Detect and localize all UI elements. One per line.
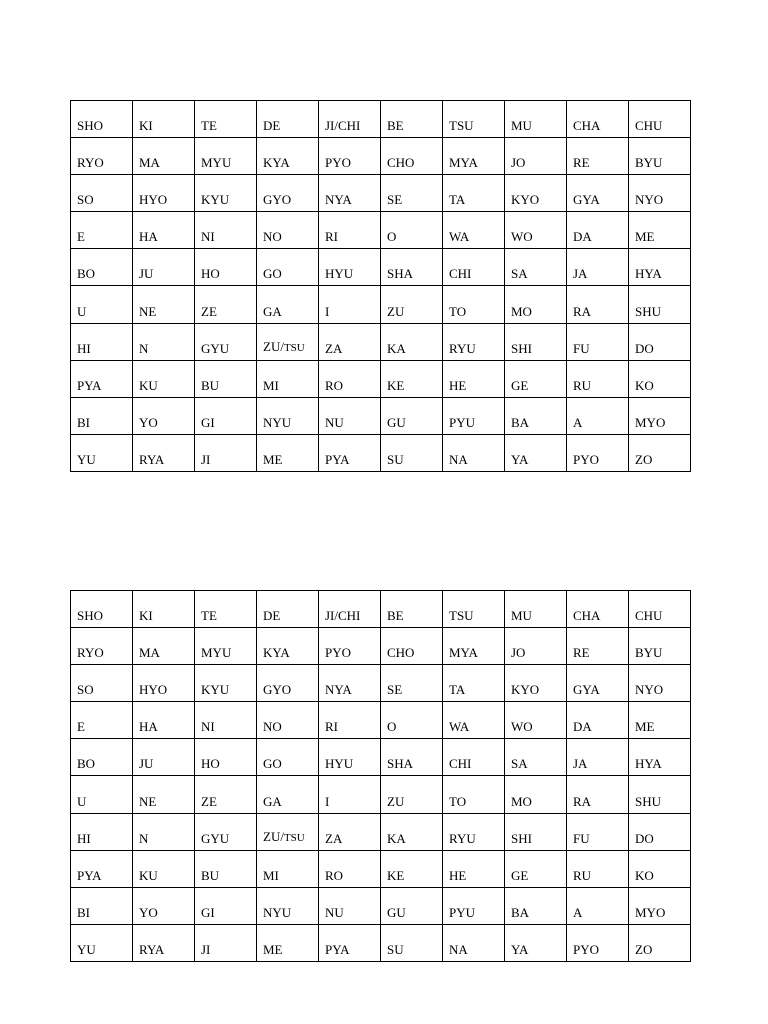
table-cell: SHU (629, 776, 691, 813)
table-cell: TA (443, 665, 505, 702)
table-cell: BU (195, 850, 257, 887)
table-cell: HYA (629, 739, 691, 776)
table-cell: BA (505, 887, 567, 924)
table-cell: CHI (443, 739, 505, 776)
grid-body (71, 101, 691, 472)
table-cell: RI (319, 702, 381, 739)
table-cell: CHU (629, 591, 691, 628)
table-cell: KO (629, 360, 691, 397)
table-cell: KYO (505, 175, 567, 212)
table-cell: HYO (133, 175, 195, 212)
table-cell: SHI (505, 813, 567, 850)
table-cell: BA (505, 397, 567, 434)
table-cell: RYO (71, 138, 133, 175)
table-row (71, 850, 691, 887)
table-cell: KE (381, 360, 443, 397)
table-cell: MYA (443, 628, 505, 665)
table-cell: JU (133, 739, 195, 776)
table-cell: E (71, 212, 133, 249)
table-cell: YA (505, 434, 567, 471)
table-cell: MYU (195, 628, 257, 665)
table-cell: PYO (319, 138, 381, 175)
table-row (71, 212, 691, 249)
table-row (71, 249, 691, 286)
table-cell: HA (133, 702, 195, 739)
table-cell: ZU (381, 776, 443, 813)
table-cell: GU (381, 887, 443, 924)
table-cell: CHO (381, 628, 443, 665)
table-cell: SE (381, 175, 443, 212)
table-cell: JI/CHI (319, 101, 381, 138)
table-cell: TE (195, 591, 257, 628)
table-cell: SU (381, 434, 443, 471)
table-cell: NU (319, 397, 381, 434)
table-cell: RYA (133, 434, 195, 471)
table-cell: PYA (319, 924, 381, 961)
table-cell: KYU (195, 175, 257, 212)
table-cell: ME (629, 212, 691, 249)
table-row (71, 286, 691, 323)
syllable-grid-bottom (70, 590, 691, 962)
table-row (71, 397, 691, 434)
table-cell: YU (71, 924, 133, 961)
table-cell: YO (133, 397, 195, 434)
table-cell: RE (567, 138, 629, 175)
table-cell: HO (195, 739, 257, 776)
table-cell: NE (133, 286, 195, 323)
table-cell: TSU (443, 101, 505, 138)
table-cell: HO (195, 249, 257, 286)
table-cell: HYO (133, 665, 195, 702)
table-cell: GYA (567, 175, 629, 212)
table-cell: GA (257, 286, 319, 323)
table-cell: BYU (629, 628, 691, 665)
table-cell: NYA (319, 665, 381, 702)
table-cell: MYO (629, 397, 691, 434)
table-cell: MA (133, 138, 195, 175)
table-cell: HI (71, 813, 133, 850)
table-cell: SO (71, 665, 133, 702)
table-cell: U (71, 286, 133, 323)
table-cell: PYA (319, 434, 381, 471)
table-cell: MI (257, 360, 319, 397)
table-cell: KU (133, 360, 195, 397)
table-cell: WA (443, 702, 505, 739)
table-cell: NO (257, 212, 319, 249)
table-row (71, 323, 691, 360)
table-cell: RYU (443, 813, 505, 850)
table-cell: SHA (381, 739, 443, 776)
table-cell: ME (257, 434, 319, 471)
table-cell: RO (319, 850, 381, 887)
table-cell: RU (567, 360, 629, 397)
table-row (71, 175, 691, 212)
table-cell: HA (133, 212, 195, 249)
table-cell: RYU (443, 323, 505, 360)
table-cell: NYO (629, 665, 691, 702)
table-cell: MYO (629, 887, 691, 924)
table-cell: I (319, 286, 381, 323)
table-cell: GI (195, 887, 257, 924)
table-row (71, 101, 691, 138)
table-cell: FU (567, 813, 629, 850)
syllable-grid-top (70, 100, 691, 472)
table-cell: HI (71, 323, 133, 360)
table-cell: PYA (71, 360, 133, 397)
table-cell: GYU (195, 813, 257, 850)
table-cell: ZU/TSU (257, 323, 319, 360)
table-cell: TSU (443, 591, 505, 628)
table-cell: SA (505, 739, 567, 776)
table-cell: A (567, 397, 629, 434)
table-cell: PYO (567, 924, 629, 961)
table-cell: CHO (381, 138, 443, 175)
table-cell: HE (443, 360, 505, 397)
table-cell: KYA (257, 628, 319, 665)
table-cell: MO (505, 286, 567, 323)
table-cell: BYU (629, 138, 691, 175)
table-cell: HYU (319, 249, 381, 286)
table-cell: MYU (195, 138, 257, 175)
table-cell: TO (443, 776, 505, 813)
table-cell: BE (381, 591, 443, 628)
table-cell: MYA (443, 138, 505, 175)
table-cell: PYA (71, 850, 133, 887)
table-cell: GU (381, 397, 443, 434)
table-cell: RU (567, 850, 629, 887)
table-cell: MU (505, 591, 567, 628)
table-cell: JI/CHI (319, 591, 381, 628)
table-cell: RI (319, 212, 381, 249)
table-cell: SU (381, 924, 443, 961)
table-cell: SO (71, 175, 133, 212)
table-cell: MO (505, 776, 567, 813)
table-cell: RYO (71, 628, 133, 665)
table-cell: SE (381, 665, 443, 702)
table-cell: WA (443, 212, 505, 249)
table-cell: O (381, 702, 443, 739)
table-cell: YO (133, 887, 195, 924)
table-cell: MU (505, 101, 567, 138)
table-cell: WO (505, 212, 567, 249)
table-cell: BU (195, 360, 257, 397)
table-cell: ZA (319, 323, 381, 360)
table-cell: I (319, 776, 381, 813)
table-cell: HYU (319, 739, 381, 776)
table-cell: GO (257, 249, 319, 286)
table-cell: YA (505, 924, 567, 961)
table-cell: RE (567, 628, 629, 665)
table-cell: CHA (567, 101, 629, 138)
table-cell: KI (133, 591, 195, 628)
table-cell: BO (71, 249, 133, 286)
table-cell: JO (505, 628, 567, 665)
table-cell: KYU (195, 665, 257, 702)
table-cell: PYO (567, 434, 629, 471)
table-cell: NYU (257, 397, 319, 434)
table-cell: GYU (195, 323, 257, 360)
table-cell: PYU (443, 397, 505, 434)
table-cell: JU (133, 249, 195, 286)
table-cell: N (133, 813, 195, 850)
table-cell: CHA (567, 591, 629, 628)
table-cell: N (133, 323, 195, 360)
table-cell: NYU (257, 887, 319, 924)
table-cell: MI (257, 850, 319, 887)
table-cell: SHU (629, 286, 691, 323)
table-cell: MA (133, 628, 195, 665)
table-cell: GI (195, 397, 257, 434)
table-cell: KO (629, 850, 691, 887)
table-cell: ME (629, 702, 691, 739)
table-cell: JA (567, 739, 629, 776)
table-cell: GO (257, 739, 319, 776)
table-cell: PYO (319, 628, 381, 665)
table-cell: FU (567, 323, 629, 360)
table-cell: NYA (319, 175, 381, 212)
table-cell: U (71, 776, 133, 813)
table-cell: NYO (629, 175, 691, 212)
table-cell: RO (319, 360, 381, 397)
table-cell: E (71, 702, 133, 739)
table-cell: RA (567, 286, 629, 323)
table-cell: CHI (443, 249, 505, 286)
table-cell: KU (133, 850, 195, 887)
table-cell: CHU (629, 101, 691, 138)
table-cell: GE (505, 850, 567, 887)
table-cell: NU (319, 887, 381, 924)
table-cell: ZO (629, 924, 691, 961)
table-cell: NA (443, 924, 505, 961)
table-row (71, 591, 691, 628)
table-cell: ZE (195, 776, 257, 813)
table-cell: NI (195, 212, 257, 249)
table-row (71, 628, 691, 665)
grid-body (71, 591, 691, 962)
table-cell: ZU (381, 286, 443, 323)
table-row (71, 360, 691, 397)
table-row (71, 434, 691, 471)
table-cell: PYU (443, 887, 505, 924)
table-cell: ME (257, 924, 319, 961)
table-cell: DA (567, 702, 629, 739)
table-cell: SHO (71, 591, 133, 628)
table-cell: BE (381, 101, 443, 138)
table-cell: ZA (319, 813, 381, 850)
table-cell: TO (443, 286, 505, 323)
table-row (71, 776, 691, 813)
table-cell: BI (71, 887, 133, 924)
table-cell: GA (257, 776, 319, 813)
table-cell: JA (567, 249, 629, 286)
table-row (71, 138, 691, 175)
table-cell: DA (567, 212, 629, 249)
table-cell: JI (195, 924, 257, 961)
table-cell: GYO (257, 665, 319, 702)
table-cell: ZO (629, 434, 691, 471)
table-cell: BO (71, 739, 133, 776)
table-cell: DE (257, 591, 319, 628)
table-cell: JI (195, 434, 257, 471)
table-cell: A (567, 887, 629, 924)
table-cell: NE (133, 776, 195, 813)
table-cell: TE (195, 101, 257, 138)
table-cell: GYA (567, 665, 629, 702)
table-cell: HE (443, 850, 505, 887)
table-cell: KE (381, 850, 443, 887)
table-cell: WO (505, 702, 567, 739)
table-cell: HYA (629, 249, 691, 286)
table-row (71, 665, 691, 702)
table-cell: SHI (505, 323, 567, 360)
table-cell: O (381, 212, 443, 249)
table-row (71, 739, 691, 776)
table-cell: GE (505, 360, 567, 397)
table-row (71, 813, 691, 850)
table-row (71, 887, 691, 924)
table-cell: GYO (257, 175, 319, 212)
table-cell: RYA (133, 924, 195, 961)
table-cell: DO (629, 813, 691, 850)
table-cell: SHO (71, 101, 133, 138)
table-cell: RA (567, 776, 629, 813)
table-cell: KYO (505, 665, 567, 702)
table-cell: NO (257, 702, 319, 739)
table-cell: KA (381, 323, 443, 360)
table-cell: NI (195, 702, 257, 739)
table-cell: TA (443, 175, 505, 212)
table-cell: YU (71, 434, 133, 471)
table-row (71, 924, 691, 961)
table-cell: DE (257, 101, 319, 138)
table-cell: KI (133, 101, 195, 138)
table-cell: KA (381, 813, 443, 850)
table-cell: ZE (195, 286, 257, 323)
table-cell: JO (505, 138, 567, 175)
table-cell: ZU/TSU (257, 813, 319, 850)
table-cell: KYA (257, 138, 319, 175)
table-cell: SA (505, 249, 567, 286)
table-cell: NA (443, 434, 505, 471)
table-cell: SHA (381, 249, 443, 286)
table-cell: DO (629, 323, 691, 360)
table-row (71, 702, 691, 739)
table-cell: BI (71, 397, 133, 434)
